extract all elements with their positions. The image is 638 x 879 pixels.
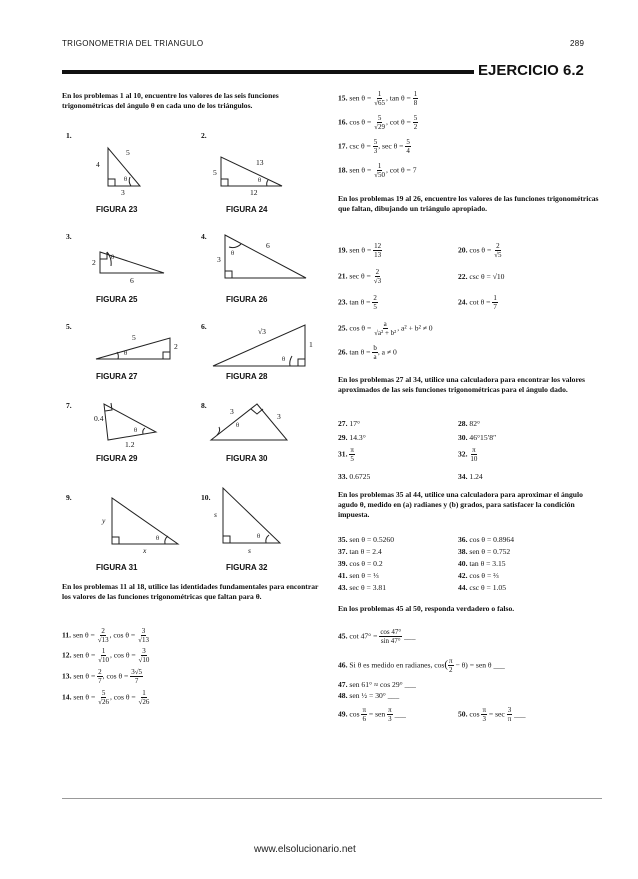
fig23-side-c: 3: [121, 188, 125, 197]
fig25-side-a: 2: [92, 258, 96, 267]
figure-32-caption: FIGURA 32: [226, 563, 268, 572]
problem-list-11-14: [62, 627, 150, 710]
problem-list-15-18: [338, 90, 418, 186]
fig29-side-a: 0.4: [94, 414, 104, 423]
fig31-side-y: y: [102, 516, 106, 525]
problem-46: 46. Si θ es medido en radianes, cos( $\frac{\pi}{2}$ − θ) = sen θ ___: [338, 657, 505, 674]
section-title: EJERCICIO 6.2: [478, 62, 584, 79]
problem-36: 36. cos θ = 0.8964: [458, 535, 515, 544]
problem-3-number: 3.: [66, 232, 72, 241]
triangle-figure-29: [104, 403, 156, 440]
instructions-35-44: En los problemas 35 al 44, utilice una calculadora para aproximar el ángulo agudo θ, medido en (a) radianes y (b) grados, para satisfacer la condición impuesta.: [338, 490, 583, 519]
fig32-side-s2: s: [248, 546, 251, 555]
problem-27: 27. 17°: [338, 419, 361, 428]
running-title: TRIGONOMETRIA DEL TRIANGULO: [62, 39, 204, 48]
fig26-theta: θ: [231, 250, 235, 257]
triangle-figure-25: [100, 252, 164, 273]
fig28-theta: θ: [282, 356, 286, 363]
problem-40: 40. tan θ = 3.15: [458, 559, 506, 568]
problem-7-number: 7.: [66, 401, 72, 410]
fig28-side-a: √3: [258, 327, 266, 336]
figure-25-caption: FIGURA 25: [96, 295, 138, 304]
fig30-side-b: 3: [277, 412, 281, 421]
problem-14: 14. sen θ = $\frac{5}{√26}$ , cos θ = $\frac{1}{√26}$: [62, 689, 150, 706]
figure-31-caption: FIGURA 31: [96, 563, 138, 572]
fig23-side-b: 5: [126, 148, 130, 157]
fig32-theta: θ: [257, 533, 261, 540]
instructions-1-10: En los problemas 1 al 10, encuentre los valores de las seis funciones trigonométricas del ángulo θ en cada uno de los triángulos.: [62, 91, 279, 110]
fig30-side-a: 3: [230, 407, 234, 416]
problem-18: 18. sen θ = $\frac{1}{√50}$ , cot θ = 7: [338, 162, 417, 179]
figure-29-caption: FIGURA 29: [96, 454, 138, 463]
problem-30: 30. 46°15′8″: [458, 433, 497, 442]
problem-21: 21. sec θ = $\frac{2}{√3}$: [338, 268, 382, 285]
fig25-side-b: 6: [130, 276, 134, 285]
problem-2-number: 2.: [201, 131, 207, 140]
problem-1-number: 1.: [66, 131, 72, 140]
problem-6-number: 6.: [201, 322, 207, 331]
problem-42: 42. cos θ = ⅔: [458, 571, 499, 580]
problem-19: 19. sen θ = $\frac{12}{13}$: [338, 242, 382, 259]
footer-rule: [62, 798, 602, 799]
fig32-side-s1: s: [214, 510, 217, 519]
problem-31: 31. $\frac{\pi}{5}$: [338, 446, 354, 463]
problem-25: 25. cos θ = $\frac{a}{\text{√a² + b²}}$ , a² + b² ≠ 0: [338, 320, 433, 337]
fig27-theta: θ: [124, 350, 128, 357]
problem-35: 35. sen θ = 0.5260: [338, 535, 395, 544]
problem-23: 23. tan θ = $\frac{2}{5}$: [338, 294, 377, 311]
problem-32: 32. $\frac{\pi}{10}$: [458, 446, 478, 463]
fig23-theta: θ: [124, 176, 128, 183]
problem-5-number: 5.: [66, 322, 72, 331]
fig24-side-b: 13: [256, 158, 264, 167]
fig24-theta: θ: [258, 177, 262, 184]
problem-50: 50. cos $\frac{\pi}{3}$ = sec $\frac{3}{\pi}$ ___: [458, 706, 526, 723]
fig27-side-a: 5: [132, 333, 136, 342]
instructions-45-50: En los problemas 45 al 50, responda verdadero o falso.: [338, 604, 515, 613]
fig30-theta: θ: [236, 422, 240, 429]
problem-37: 37. tan θ = 2.4: [338, 547, 382, 556]
problem-17: 17. csc θ = $\frac{5}{3}$ , sec θ = $\frac{5}{4}$: [338, 138, 410, 155]
fig26-side-a: 3: [217, 255, 221, 264]
fig29-theta: θ: [134, 427, 138, 434]
triangle-figure-31: [112, 498, 178, 544]
problem-34: 34. 1.24: [458, 472, 483, 481]
fig26-side-b: 6: [266, 241, 270, 250]
fig27-side-b: 2: [174, 342, 178, 351]
figure-27-caption: FIGURA 27: [96, 372, 138, 381]
problem-8-number: 8.: [201, 401, 207, 410]
problem-26: 26. tan θ = $\frac{b}{a}$ , a ≠ 0: [338, 344, 397, 361]
problem-48: 48. sen ½ = 30° ___: [338, 691, 400, 700]
problem-20: 20. cos θ = $\frac{2}{√5}$: [458, 242, 502, 259]
problem-39: 39. cos θ = 0.2: [338, 559, 383, 568]
problem-49: 49. cos $\frac{\pi}{6}$ = sen $\frac{\pi}{3}$ ___: [338, 706, 406, 723]
problem-11: 11. sen θ = $\frac{2}{√13}$ , cos θ = $\frac{3}{√13}$: [62, 627, 149, 644]
problem-43: 43. sec θ = 3.81: [338, 583, 387, 592]
instructions-11-18: En los problemas 11 al 18, utilice las identidades fundamentales para encontrar los valores de las funciones trigonométricas que faltan para θ.: [62, 582, 319, 601]
problem-24: 24. cot θ = $\frac{1}{7}$: [458, 294, 497, 311]
instructions-19-26: En los problemas 19 al 26, encuentre los valores de las funciones trigonométricas que faltan, dibujando un triángulo apropiado.: [338, 194, 599, 213]
problem-4-number: 4.: [201, 232, 207, 241]
problem-38: 38. sen θ = 0.752: [458, 547, 511, 556]
problem-22: 22. csc θ = √10: [458, 272, 505, 281]
figure-30-caption: FIGURA 30: [226, 454, 268, 463]
fig23-side-a: 4: [96, 160, 100, 169]
fig29-side-b: 1.2: [125, 440, 135, 449]
problem-45: 45. cot 47° = $\frac{\cos 47^\circ}{\sin 47^\circ}$ ___: [338, 628, 416, 645]
fig24-side-c: 12: [250, 188, 258, 197]
fig31-theta: θ: [156, 535, 160, 542]
fig24-side-a: 5: [213, 168, 217, 177]
problem-16: 16. cos θ = $\frac{5}{√29}$ , cot θ = $\frac{5}{2}$: [338, 114, 418, 131]
problem-44: 44. csc θ = 1.05: [458, 583, 507, 592]
problem-15: 15. sen θ = $\frac{1}{√65}$ , tan θ = $\frac{1}{8}$: [338, 90, 418, 107]
fig31-side-x: x: [143, 546, 147, 555]
footer-url-link[interactable]: www.elsolucionario.net: [254, 844, 356, 855]
fig28-side-b: 1: [309, 340, 313, 349]
triangle-figure-24: [221, 157, 282, 186]
instructions-27-34: En los problemas 27 al 34, utilice una calculadora para encontrar los valores aproximados de las seis funciones trigonométricas para el ángulo dado.: [338, 375, 586, 394]
page-number: 289: [570, 39, 585, 48]
triangle-figure-30: [211, 404, 287, 440]
problem-41: 41. sen θ = ⅓: [338, 571, 379, 580]
figure-24-caption: FIGURA 24: [226, 205, 268, 214]
problem-28: 28. 82°: [458, 419, 481, 428]
problem-29: 29. 14.3°: [338, 433, 366, 442]
problem-13: 13. sen θ = $\frac{2}{7}$ , cos θ = $\frac{3√5}{7}$: [62, 668, 143, 685]
problem-47: 47. sen 61° ≈ cos 29° ___: [338, 680, 416, 689]
fig25-theta: θ: [111, 254, 115, 261]
triangle-figure-32: [223, 488, 280, 543]
problem-9-number: 9.: [66, 493, 72, 502]
figure-23-caption: FIGURA 23: [96, 205, 138, 214]
problem-33: 33. 0.6725: [338, 472, 371, 481]
figure-26-caption: FIGURA 26: [226, 295, 268, 304]
problem-10-number: 10.: [201, 493, 211, 502]
figure-28-caption: FIGURA 28: [226, 372, 268, 381]
problem-12: 12. sen θ = $\frac{1}{√10}$ , cos θ = $\frac{3}{√10}$: [62, 647, 150, 664]
